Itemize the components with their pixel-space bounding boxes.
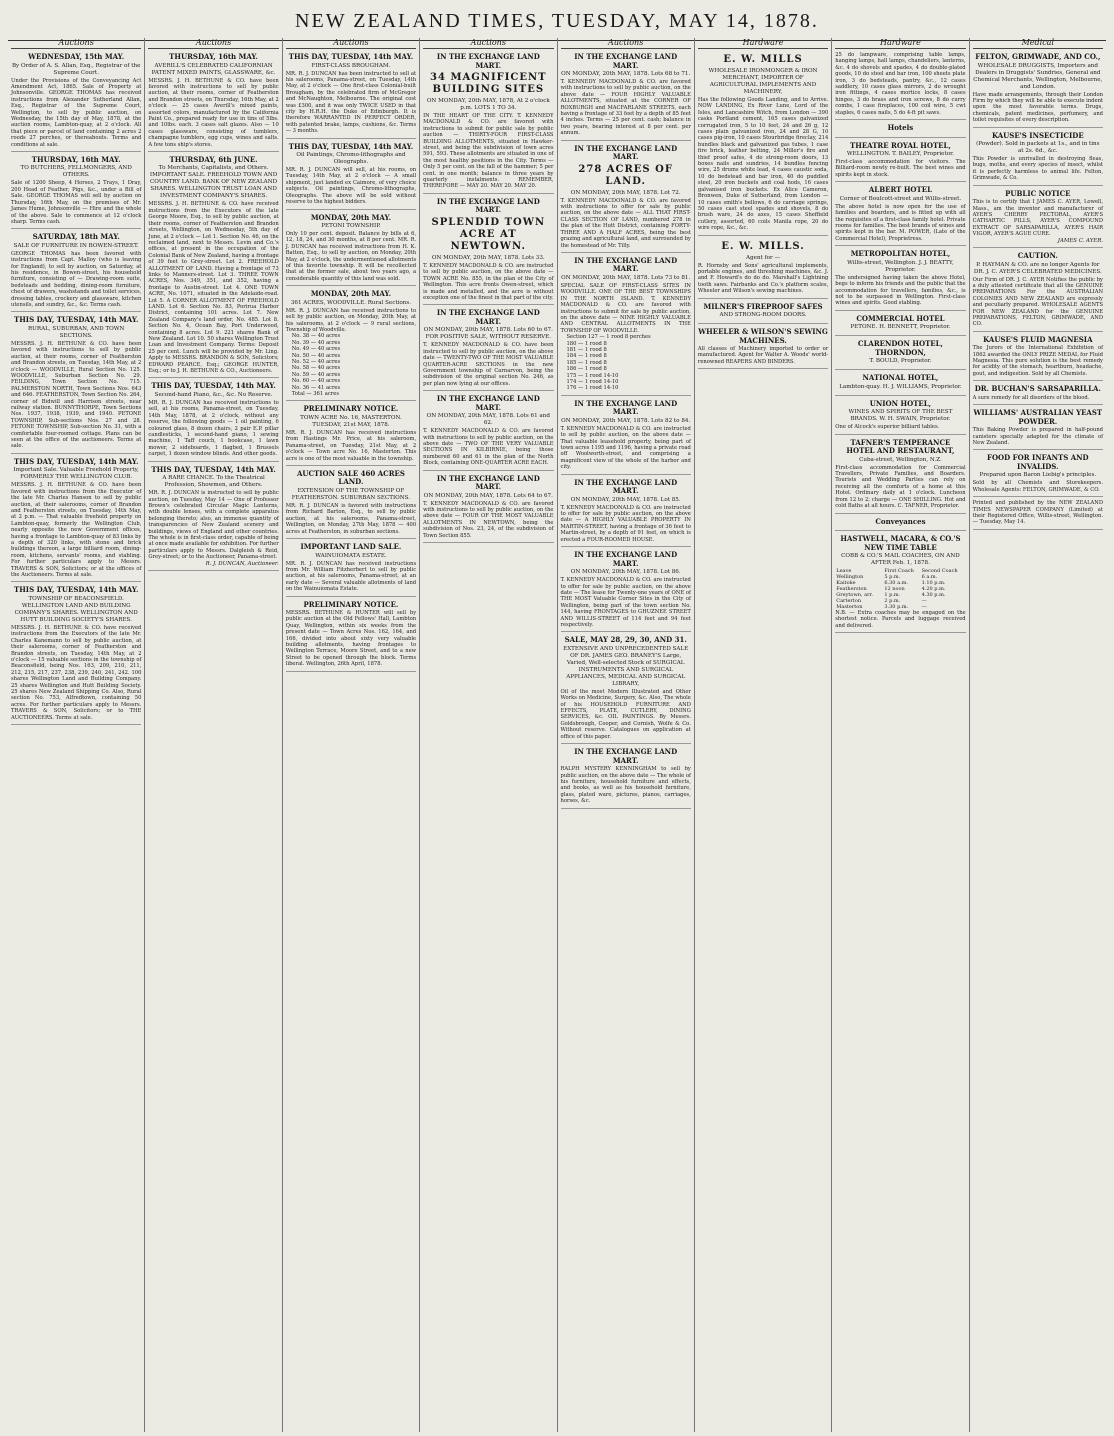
ad-title: IN THE EXCHANGE LAND MART. [574, 52, 678, 70]
advertisement [286, 541, 416, 597]
ad-title: THIS DAY, TUESDAY, 14th MAY. [151, 381, 276, 391]
ad-title: THEATRE ROYAL HOTEL, [850, 140, 951, 150]
ad-subtitle: Oil Paintings, Chromo-lithographs and Oleographs. [296, 152, 406, 166]
ad-body: MR. R. J. DUNCAN has been instructed to sell at his salerooms, Panama-street, on Tuesday, 14th May, at 2 o'clock — One first-class Colonial-built Brougham, by the celebrated firm of McGregor and McNaughton, Melbourne. The original cost was £300, and it was only TWICE USED in that city by H.R.H. the Duke of Edinburgh. It is therefore WARRANTED IN PERFECT ORDER, with patented brake, lamps, cushions, &c. Terms — 3 months. [285, 70, 417, 135]
ad-title: COMMERCIAL HOTEL [856, 313, 945, 323]
ad-subtitle: T. BOULD, Proprietor. [869, 358, 932, 365]
advertisement [148, 154, 278, 378]
lot-item: No. 58 — 40 acres [291, 365, 341, 372]
ad-title: PUBLIC NOTICE [1005, 188, 1071, 198]
ad-body: This Baking Powder is prepared in half-pound canisters specially adapted for the climate of New Zealand. [972, 427, 1103, 446]
ad-body: N.B. — Extra coaches may be engaged on the shortest notice. Parcels and luggage received and delivered. [835, 610, 966, 629]
ad-body: MR. R. J. DUNCAN has received instructions from Mr. William Fitzherbert to sell by public auction, at his salerooms, Panama-street, at an early date — Several valuable allotments of land on the Wainuiomata Estate. [285, 560, 417, 593]
columns-container [8, 38, 1106, 1432]
advertisement [148, 464, 278, 571]
ad-title: THURSDAY, 6th JUNE. [169, 154, 258, 164]
ad-title: UNION HOTEL, [869, 398, 932, 408]
ad-body: MR. R. J. DUNCAN has received instructions from Hastings Mr. Price, at his saleroom, Panama-street, on Tuesday, 21st May, at 2 o'clock — Town acre No. 16, Masterton. This acre is one of the most valuable in the township. [285, 429, 417, 462]
ad-body: First-class accommodation for visitors. The Billiard-room newly re-built. The best wines and spirits kept in stock. [835, 159, 966, 178]
ad-title: IN THE EXCHANGE LAND MART. [436, 308, 540, 326]
advertisement [11, 231, 141, 312]
column-header: Auctions [11, 38, 141, 49]
ad-body: SPECIAL SALE OF FIRST-CLASS SITES IN WOODVILLE. ONE OF THE BEST TOWNSHIPS IN THE NORTH ISLAND. T. KENNEDY MACDONALD & CO. are favored with instructions to submit for sale by public auction, on the above date — NINE HIGHLY VALUABLE AND CENTRAL ALLOTMENTS IN THE TOWNSHIP OF WOODVILLE. [560, 282, 691, 334]
ad-title: Hotels [887, 123, 914, 133]
ad-title: THURSDAY, 16th MAY. [169, 52, 258, 61]
ad-title: IN THE EXCHANGE LAND MART. [436, 52, 540, 70]
ad-title: TAFNER'S TEMPERANCE HOTEL AND RESTAURANT, [846, 437, 955, 456]
ad-body: This is to certify that I JAMES C. AYER, Lowell, Mass., am the inventor and manufacturer of AYER'S CHERRY PECTORAL, AYER'S CATHARTIC PILLS, AYER'S COMPOUND EXTRACT OF SARSAPARILLA, AYER'S HAIR VIGOR, AYER'S AGUE CURE. [972, 199, 1103, 238]
ad-title: CLARENDON HOTEL, THORNDON, [857, 339, 943, 357]
ad-subtitle: EXTENSIVE AND UNPRECEDENTED SALE OF DR. JAMES GEO. BRANEY'S Large, Varied, Well-selected Stock of SURGICAL INSTRUMENTS AND SURGICAL APPLIANCES, MEDICAL AND SURGICAL LIBRARY, [563, 645, 689, 687]
ad-subtitle: ON MONDAY, 20th MAY, 1878. Lots 60 to 67. FOR POSITIVE SALE, WITHOUT RESERVE. [423, 327, 553, 341]
lot-item: No. 39 — 40 acres [291, 339, 341, 346]
timetable-cell: Kaitoke [836, 580, 856, 586]
coach-timetable [835, 568, 965, 610]
ad-title: HASTWELL, MACARA, & CO.'S NEW TIME TABLE [840, 534, 961, 552]
lot-item: No. 60 — 40 acres [291, 378, 341, 385]
ad-body: T. KENNEDY MACDONALD & CO. are favored with instructions to sell by public auction, on the above date — FOUR HIGHLY VALUABLE ALLOTMENTS, situated at the CORNER OF ROXBURGH and MACFARLANE STREETS, each having a frontage of 33 feet by a depth of 85 feet 4 inches. Terms — 25 per cent. cash; balance in two years, bearing interest at 8 per cent. per annum. [560, 79, 691, 137]
column-header: Auctions [561, 38, 691, 49]
ad-subtitle: PETONE. H. BENNETT, Proprietor. [850, 324, 951, 331]
ad-subtitle: WELLINGTON. T. BAILEY, Proprietor. [846, 151, 954, 158]
ad-body: MESSRS. BETHUNE & HUNTER will sell by public auction at the Old Fellows' Hall, Lambton Quay, Wellington, within six weeks from the present date — Town Acres Nos. 162, 164, and 166, divided into about sixty very valuable building allotments, having frontages to Wellington Terrace, Moore Street, and to a new Street to be opened through the block. Terms liberal. Wellington, 26th April, 1878. [285, 610, 417, 668]
ad-body: T. KENNEDY MACDONALD & CO. are instructed to sell by public auction, on the above date — TOWN ACRE No. 855, in the plan of the City of Wellington. This acre fronts Owen-street, which is made and metalled, and the acre is without exception one of the finest in that part of the city. [423, 262, 554, 301]
timetable-cell: 12 noon [884, 586, 905, 592]
ad-body: The Jurors of the International Exhibition of 1862 awarded the ONLY PRIZE MEDAL for Fluid Magnesia. This pure solution is the best remedy for acidity of the stomach, heartburn, headache, gout, and indigestion. Sold by all Chemists. [972, 345, 1103, 377]
ad-title: THIS DAY, TUESDAY, 14th MAY. [288, 141, 414, 151]
ad-subtitle: WAINUIOMATA ESTATE. [315, 552, 387, 559]
advertisement [286, 468, 416, 539]
advertisement [835, 533, 965, 633]
ad-title: CAUTION. [1017, 251, 1058, 260]
ad-title: THIS DAY, TUESDAY, 14th MAY. [13, 456, 139, 466]
advertisement [973, 250, 1103, 332]
ad-title: IN THE EXCHANGE LAND MART. [574, 477, 678, 496]
ad-subtitle: Second-hand Piano, &c., &c. No Reserve. [154, 391, 273, 398]
timetable-cell: 2 p.m. [884, 598, 901, 604]
advertisement [835, 51, 965, 120]
timetable-cell: Leave [836, 568, 852, 574]
advertisement [286, 288, 416, 401]
ad-subtitle: To Merchants, Capitalists, and Others. IMPORTANT SALE. FREEHOLD TOWN AND COUNTRY LAND. BANK OF NEW ZEALAND SHARES. WELLINGTON TRUST LOAN AND INVESTMENT COMPANY'S SHARES. [149, 165, 278, 200]
ad-body: Oil of the most Modern Illustrated and Other Works on Medicine, Surgery, &c. Also, The whole of his HOUSEHOLD FURNITURE AND EFFECTS, PLATE, CUTLERY, DINING SERVICES, &c. OIL PAINTINGS. By Messrs. Goldsbrough, Cooper, and Cornish, Wolfe & Co. Without reserve. Catalogues on application at office of this paper. [560, 688, 691, 740]
lot-item: 175 — 1 rood 14-10 [566, 372, 619, 379]
advertisement [286, 51, 416, 139]
ad-body: T. KENNEDY MACDONALD & CO. are instructed to sell by public auction, on the above date — That valuable leasehold property, being part of town acres 1195 and 1196, having a private road off Woolworth-street, and comprising a magnificent view of the whole of the harbor and city. [560, 425, 691, 471]
ad-body: T. KENNEDY MACDONALD & CO. have been instructed to sell by public auction, on the above date — TWENTY-TWO OF THE MOST VALUABLE QUARTER-ACRE SECTIONS in the new Government township of Carnarvon, being the subdivision of the original section No. 246, as per plan now lying at our offices. [423, 342, 554, 387]
ad-signature: R. J. DUNCAN, Auctioneer. [205, 560, 279, 567]
timetable-cell: Greytown, arr. [836, 592, 873, 598]
ad-body: MESSRS. J. H. BETHUNE & CO. have received instructions from the Executors of the late Mr. Charles Kanemann to sell by public auction, at their salerooms, corner of Featherston and Brandon streets, on Tuesday, 14th May, at 2 o'clock — 15 valuable sections in the township of Beaconsfield, being Nos. 163, 209, 210, 211, 212, 215, 217, 237, 238, 239, 240, 241, 242. 100 shares Wellington Land and Building Company. 25 shares Wellington and Hutt Building Society. 25 shares New Zealand Shipping Co. Also, Rural section No. 753, Alfredtown, containing 50 acres. For further particulars apply to Messrs. TRAVERS & SON, Solicitors; or to THE AUCTIONEERS. Terms at sale. [11, 624, 142, 721]
advertisement [423, 393, 553, 470]
advertisement [561, 255, 691, 396]
ad-title: NATIONAL HOTEL, [862, 373, 939, 383]
ad-body: Only 10 per cent. deposit. Balance by bills at 6, 12, 18, 24, and 30 months, at 8 per cent. MR. R. J. DUNCAN has received instructions from H. K. Batten, Esq., to sell by auction, on Monday, 20th May, at 2 o'clock, the undermentioned allotments of this favorite township. It will be recollected that at the former sale, about two years ago, a considerable quantity of this land was sold. [285, 231, 417, 282]
column-header: Hardware [698, 38, 828, 49]
ad-subtitle: ON MONDAY, 20th MAY, 1878. Lot 85. [570, 496, 681, 503]
advertisement [835, 140, 965, 183]
ad-title: WILLIAMS' AUSTRALIAN YEAST POWDER. [973, 408, 1103, 426]
column-header: Auctions [286, 38, 416, 49]
ad-body: Printed and published by the NEW ZEALAND TIMES NEWSPAPER COMPANY (Limited) at their Registered Office, Willis-street, Wellington. — Tuesday, May 14. [972, 500, 1103, 526]
ad-title: FOOD FOR INFANTS AND INVALIDS. [986, 453, 1089, 471]
column-6 [695, 38, 832, 1432]
ad-body: MR. R. J. DUNCAN will sell, at his rooms, on Tuesday, 14th May, at 2 o'clock — A small shipment, just landed ex Caimore, of very choice subjects. Oil paintings, Chromo-lithographs, Oleographs. The above will be sold without reserve to the highest bidders. [285, 167, 417, 206]
ad-subtitle: TOWN ACRE No. 16, MASTERTON. TUESDAY, 21st MAY, 1878. [300, 414, 402, 428]
ad-body: A sure remedy for all disorders of the blood. [972, 394, 1090, 401]
ad-title: MONDAY, 20th MAY. [310, 212, 392, 222]
ad-title: THIS DAY, TUESDAY, 14th MAY. [288, 52, 414, 61]
ad-body: Sold by all Chemists and Storekeepers. Wholesale Agents: FELTON, GRIMWADE, & CO. [972, 480, 1103, 493]
ad-body: R. Hornsby and Sons' agricultural implements, portable engines, and threshing machines, &c. J. and F. Howard's do do do. Marshall's Lightning tooth saws. Fairbanks and Co.'s platform scales, Wheeler and Wilson's sewing machines. [697, 262, 829, 295]
ad-body: MR. R. J. DUNCAN has received instructions to sell, at his rooms, Panama-street, on Tuesday, 14th May, 1878, at 2 o'clock, without any reserve, the following goods — 1 oil painting, 6 coloured glass, 8 dozen chairs, 2 pair E.P. pillar candlesticks, 1 second-hand piano, 1 sewing machine, 1 Taff couch, 1 bookcase, 1 lawn mower, 2 sideboards, 1 flagbed, 1 Brussels carpet, 1 dozen window blinds. And other goods. [148, 399, 279, 458]
advertisement [286, 599, 416, 672]
ad-subtitle: AND STRONG-ROOM DOORS. [719, 312, 807, 319]
ad-subtitle: TO BUTCHERS, FELLMONGERS, AND OTHERS. [20, 165, 132, 179]
ad-subtitle: ON MONDAY, 20th MAY, 1878. Lots 33. [431, 254, 545, 261]
column-header: Auctions [423, 38, 553, 49]
advertisement [561, 477, 691, 547]
ad-body: All classes of Machinery imported to order or manufactured. Agent for Walter A. Woods' world-renowned REAPERS AND BINDERS. [697, 346, 829, 365]
ad-headline: 34 MAGNIFICENT BUILDING SITES [430, 72, 547, 95]
advertisement [561, 634, 691, 744]
ad-subtitle: By Order of A. S. Allan, Esq., Registrar of the Supreme Court. [11, 62, 141, 76]
advertisement [148, 380, 278, 461]
ad-body: Have made arrangements, through their London Firm by which they will be able to execute indent upon the most favorable terms. Drugs, chemicals, patent medicines, perfumery, and toilet requisites of every description. [972, 91, 1103, 124]
advertisement [973, 188, 1103, 248]
ad-body: First-class accommodation for Commercial Travellers, Private Families, and Boarders. Tourists and Wedding Parties can rely on receiving all the comforts of a home at this Hotel. Ordinary daily at 1 o'clock. Luncheon from 12 to 2; charge — ONE SHILLING. Hot and cold Baths at all hours. C. TAFNER, Proprietor. [835, 464, 966, 510]
ad-subtitle: EXTENSION OF THE TOWNSHIP OF FEATHERSTON. SUBURBAN SECTIONS. [291, 487, 411, 501]
advertisement [286, 141, 416, 210]
timetable-cell: 3.30 p.m. [884, 604, 909, 610]
ad-body: RALPH MYSTERY KENNINGHAM to sell by public auction, on the above date — The whole of his furniture, household furniture and effects, and books, as well as his household furniture, glass, plated ware, pictures, pianos, carriages, horses, &c. [560, 766, 691, 805]
ad-body: T. KENNEDY MACDONALD & CO. are favored with instructions to offer for sale by public auction, on the above date — ALL THAT FIRST-CLASS SECTION OF LAND, numbered 278 in the plan of the Hutt District, containing FORTY-THREE AND A HALF ACRES, being the best grazing and agricultural land, and surrounded by the homestead of Mr. Tilly. [560, 197, 691, 249]
column-header: Auctions [148, 38, 278, 49]
ad-body: MR. R. J. DUNCAN is favored with instructions from Richard Barton, Esq., to sell by public auction, at his salerooms, Panama-street, Wellington, on Monday, 27th May, 1878 — 400 acres at Featherston, in suburban sections. [285, 502, 417, 535]
column-header: Medical [973, 38, 1103, 49]
ad-subtitle: Willis-street, Wellington. J. J. BEATTY, Proprietor. [847, 259, 954, 273]
ad-headline: E. W. MILLS. [721, 240, 805, 252]
ad-title: IN THE EXCHANGE LAND MART. [574, 255, 678, 274]
advertisement [561, 143, 691, 253]
advertisement [11, 456, 141, 583]
ad-body: 25 do lampware, comprising table lamps, hanging lamps, hall lamps, chandeliers, lanterns, &c. 4 do shovels and spades, 4 do double-plated goods, 10 do steel and bar iron, 100 sheets plate iron, 3 do bedsteads, pantry, &c., 12 cases saddlery, 10 cases glass mirrors, 2 do wrought iron fittings, 4 cases mortice locks, 8 cases hinges, 3 do brass and iron screws, 8 do curry combs, 1 case fireplaces, 100 coil wire, 5 cwt staples, 6 cases nails, 5 do 4-ft pit saws. [835, 52, 966, 116]
ad-subtitle: A RARE CHANCE. To the Theatrical Profession, Showmen, and Others. [162, 475, 265, 489]
ad-body: MR. R. J. DUNCAN has received instructions to sell by public auction, on Monday, 20th May, at his salerooms, at 2 o'clock — 9 rural sections, Township of Woodville. [285, 307, 417, 333]
ad-body: IN THE HEART OF THE CITY. T. KENNEDY MACDONALD & CO. are favored with instructions to submit for public sale by public auction — THIRTY-FOUR FIRST-CLASS BUILDING ALLOTMENTS, situated in Hawker-street, and being the subdivision of town acres 591, 593. These allotments are situated in one of the most healthy positions in the City. Terms — Only 5 per cent. on the fall of the hammer; 5 per cent. in one month; balance in three years by quarterly instalments. REMEMBER, THEREFORE — MAY 20. MAY 20. MAY 20. [423, 113, 554, 190]
ad-body: The undersigned having taken the above Hotel, begs to inform his friends and the public that the accommodation for travellers, families, &c., is not to be surpassed in Wellington. First-class wines and spirits. Good stabling. [835, 274, 966, 307]
ad-title: IN THE EXCHANGE LAND MART. [574, 143, 678, 162]
ad-subtitle: Important Sale. Valuable Freehold Property, FORMERLY THE WELLINGTON CLUB. [13, 467, 139, 481]
lot-item: 184 — 1 rood 8 [566, 353, 607, 360]
column-3 [283, 38, 420, 1432]
ad-subtitle: Agent for — [746, 254, 781, 261]
lot-item: 186 — 1 rood 8 [566, 366, 607, 373]
ad-title: METROPOLITAN HOTEL, [850, 249, 951, 259]
ad-title: DR. BUCHAN'S SARSAPARILLA. [974, 384, 1101, 394]
lot-item: 180 — 1 rood 8 [566, 340, 607, 347]
ad-subtitle: ON MONDAY, 20th MAY, 1878. Lot 86. [570, 569, 681, 576]
ad-subtitle: ON MONDAY, 20th MAY, 1878. Lots 64 to 67. [423, 492, 553, 499]
advertisement [973, 334, 1103, 382]
ad-body: T. KENNEDY MACDONALD & CO. are favored with instructions to sell by public auction, on the above date — FOUR OF THE MOST VALUABLE ALLOTMENTS IN NEWTOWN, being the subdivision of Nos. 23, 24, of the subdivision of Town Section 855. [423, 500, 554, 539]
ad-title: WEDNESDAY, 15th MAY. [28, 52, 125, 61]
ad-subtitle: Cuba-street, Wellington, N.Z. [859, 456, 942, 463]
ad-subtitle: SALE OF FURNITURE IN BOWEN-STREET. [13, 242, 139, 249]
advertisement [423, 473, 553, 543]
ad-headline: 278 ACRES OF LAND. [578, 163, 673, 187]
ad-title: PRELIMINARY NOTICE. [303, 404, 399, 414]
lot-list [286, 333, 416, 397]
advertisement [423, 196, 553, 305]
timetable-cell: 4.20 p.m. [921, 586, 946, 592]
timetable-cell: Featherston [836, 586, 867, 592]
ad-subtitle: WHOLESALE DRUGGISTS, Importers and Dealers in Druggists' Sundries, General and Chemical Merchants, Wellington, Melbourne, and London. [973, 62, 1103, 90]
column-1 [8, 38, 145, 1432]
advertisement [835, 313, 965, 337]
advertisement [11, 51, 141, 152]
ad-subtitle: Corner of Boulcott-street and Willis-street. [839, 195, 962, 202]
ad-title: THURSDAY, 16th MAY. [31, 154, 121, 164]
advertisement [973, 407, 1103, 450]
ad-title: SALE, MAY 28, 29, 30, AND 31. [564, 635, 687, 645]
advertisement [11, 314, 141, 453]
ad-body: The above hotel is now open for the use of families and boarders, and is fitted up with all the requisites of a first-class family hotel. Private rooms for families. The best brands of wines and spirits kept in the bar. M. POWER, (Late of the Commercial Hotel), Proprietress. [835, 203, 966, 242]
column-7 [832, 38, 969, 1432]
lot-item: No. 59 — 40 acres [291, 371, 341, 378]
advertisement [698, 51, 828, 236]
ad-title: THIS DAY, TUESDAY, 14th MAY. [13, 585, 139, 595]
advertisement [835, 248, 965, 311]
timetable-cell: 5 p.m. [884, 574, 901, 580]
ad-title: ALBERT HOTEL [868, 185, 932, 195]
ad-title: IN THE EXCHANGE LAND MART. [574, 398, 678, 417]
advertisement [286, 212, 416, 287]
ad-subtitle: AVERILL'S CELEBRATED CALIFORNIAN PATENT MIXED PAINTS, GLASSWARE, &c. [151, 62, 276, 76]
ad-title: PRELIMINARY NOTICE. [303, 599, 399, 609]
timetable-cell: Wellington [836, 574, 864, 580]
advertisement [698, 238, 828, 299]
ad-body: Has the following Goods Landing, and to Arrive. NOW LANDING, Ex River Lune, Lord of the Isles, and Lancashire Witch, from London — 390 casks Portland cement, 165 cases galvanized corrugated iron, 5 to 10 feet, 24 and 26 g, 12 cases plain galvanized iron, 24 and 28 G, 10 cases pig-iron, 10 cases Stourbridge fireclay, 214 bundles black and galvanized gas tubes, 1 case fire brick, leather belting, 24 Miller's fire and thief proof safes, 4 do strong-room doors, 13 boxes nails and sundries, 14 bundles fencing wire, 25 drums white lead, 4 cases caustic soda, 10 do bedstead and bar iron, 40 do puddled steel, 20 iron buckets and coal hods, 16 cases galvanised iron buckets. Ex Alice Cameron, Bronwen, Duke of Sutherland, from London — 10 cases smith's bellows, 6 do carriage springs, 50 cases cast steel spades and shovels, 8 do brush ware, 24 do axes, 15 cases Sheffield cutlery, assorted, 60 coils Manila rope, 20 do wire rope, &c., &c. [697, 97, 829, 232]
ad-body: GEORGE THOMAS has been favored with instructions from Capt. Malloy (who is leaving for England), to sell by auction, on Saturday, at his residence, in Bowen-street, his household furniture, consisting of — Drawing-room suite, bedsteads and bedding, dining-room furniture, chest of drawers, washstands and toilet services, dressing tables, crockery and glassware, kitchen utensils, and sundry, &c., &c. Terms cash. [11, 250, 142, 309]
ad-subtitle: ON MONDAY, 20th MAY, 1878. Lots 73 to 81. [561, 274, 691, 281]
ad-body: MESSRS. J. H. BETHUNE & CO. have been favored with instructions to sell by public auction, at their rooms, corner of Featherston and Brandon streets, on Tuesday, 14th May, at 2 o'clock — WOODVILLE, Rural Section No. 125. WOODVILLE, Suburban Section No. 29. FEILDING, Town Section No. 715. PALMERSTON NORTH, Town Sections Nos. 643 and 646. FEATHERSTON, Town Section No. 264, corner of Bidwill and Harrison streets, near railway station. BUNNYTHORPE, Town Sections Nos. 1937, 1938, 1939, and 1940. PETONE TOWNSHIP, Sub-sections Nos. 27 and 28. FETONE TOWNSHIP, Sub-section No. 31, with a comfortable four-roomed cottage. Plans can be seen at the office of the auctioneers. Terms at sale. [11, 340, 142, 450]
advertisement [561, 549, 691, 632]
timetable-cell: Second Coach [921, 568, 958, 574]
ad-subtitle: Lambton-quay. H. J. WILLIAMS, Proprietor. [839, 383, 962, 390]
advertisement [423, 307, 553, 391]
lot-item: Section 127 — 1 rood 8 perches [566, 334, 651, 341]
ad-body: T. KENNEDY MACDONALD & CO. are favored with instructions to sell by public auction, on the above date — TWO OF THE VERY VALUABLE SECTIONS IN KILBIRNIE, being those numbered 60 and 61 in the plan of the North Block, containing ONE-QUARTER ACRE EACH. [423, 428, 554, 467]
timetable-cell: 1 p.m. [884, 592, 901, 598]
advertisement [973, 51, 1103, 128]
lot-item: 176 — 1 rood 14-10 [566, 385, 619, 392]
lot-item: 181 — 1 rood 8 [566, 346, 607, 353]
masthead: NEW ZEALAND TIMES, TUESDAY, MAY 14, 1878. [8, 6, 1106, 41]
lot-item: No. 49 — 40 acres [291, 346, 341, 353]
timetable-cell: — [921, 598, 927, 604]
advertisement [835, 338, 965, 370]
ad-headline: SPLENDID TOWN ACRE AT NEWTOWN. [431, 216, 546, 252]
lot-item: No. 36 — 41 acres [291, 384, 341, 391]
lot-item: 174 — 1 rood 14-10 [566, 379, 619, 385]
ad-title: KAUSE'S INSECTICIDE [991, 130, 1084, 140]
ad-subtitle: WINES AND SPIRITS OF THE BEST BRANDS. W. H. SWAIN, Proprietor. [848, 409, 953, 423]
advertisement [148, 51, 278, 152]
ad-body: MESSRS. J. H. BETHUNE & CO. have been favored with instructions from the Executor of the late Mr. Charles Hanson to sell by public auction, at their salerooms, corner of Brandon and Featherston streets, on Tuesday, 14th May, at 2 p.m. — That valuable freehold property on Lambton-quay, formerly the Wellington Club, nearly opposite the new Government offices, having a frontage to Lambton-quay of 83 links by a depth of 320 links, with stone and brick buildings thereon, a large billiard room, dining-room, kitchens, servants' rooms, and stabling. For further particulars apply to Messrs. TRAVERS & SON, Solicitors; or at the offices of the Auctioneers. Terms at sale. [11, 482, 142, 579]
advertisement [835, 437, 965, 514]
ad-subtitle: 361 ACRES, WOODVILLE. Rural Sections. [290, 299, 412, 306]
ad-body: Under the Provisions of the Conveyancing Act Amendment Act, 1865. Sale of Property at Johnsonville. GEORGE THOMAS has received instructions from Alexander Sutherland Allan, Esq., Registrar of the Supreme Court, Wellington, to sell by public auction, on Wednesday, the 15th day of May, 1878, at the auction rooms, Lambton-quay, at 2 o'clock. All that piece or parcel of land containing 2 acres 2 roods 27 perches, or thereabouts. Terms and conditions at sale. [11, 77, 142, 148]
ad-title: THIS DAY, TUESDAY, 14th MAY. [13, 315, 139, 325]
ad-subtitle: ON MONDAY, 20th MAY, 1878. Lots 82 to 84. [561, 417, 691, 424]
ad-title: THIS DAY, TUESDAY, 14th MAY. [151, 464, 276, 474]
ad-subtitle: COBB & CO.'S MAIL COACHES, ON AND AFTER Feb. 1, 1878. [841, 553, 960, 566]
ad-title: IN THE EXCHANGE LAND MART. [574, 550, 678, 568]
ad-body: MR. R. J. DUNCAN is instructed to sell by public auction, on Tuesday, May 14 — One of Professor Brown's celebrated Circular Magic Lanterns, with double lenses, with a complete apparatus belonging thereto; also, an immense quantity of transparencies of New Zealand scenery and buildings, views of England and other countries. The whole is in first-class order, capable of being at once made available for exhibition. For further particulars apply to Messrs. Dalgleish & Reid, Grey-street; or to the Auctioneer, Panama-street. [148, 490, 279, 561]
ad-body: MESSRS. J. H. BETHUNE & CO. have received instructions from the Executors of the late George Moore, Esq., to sell by public auction, at their rooms, corner of Featherston and Brandon streets, Wellington, on Wednesday, 5th day of June, at 2 o'clock — Lot 1. Section No. 46, on the reclaimed land, next to Messrs. Levin and Co.'s offices, at present in the occupation of the Colonial Bank of New Zealand, having a frontage of 39 feet to Grey-street. Lot 2. FREEHOLD ALLOTMENT OF LAND. Having a frontage of 73 links to Manners-street. Lot 3. THREE TOWN ACRES, Nos. 349, 351, and 352, having a frontage to Austin-street. Lot 4. ONE TOWN ACRE, No. 1071, situated in the Adelaide-road. Lot 5. A CORNER ALLOTMENT OF FREEHOLD LAND. Lot 6. Section No. 83, Porirua Harbor District, containing 101 acres. Lot 7. New Zealand Company's land order, No. 485. Lot 8. Section No. 4, Ocean Bay, Port Underwood, containing 8 acres. Lot 9. 221 shares Bank of New Zealand. Lot 10. 50 shares Wellington Trust Loan and Investment Company. Terms: Deposit 25 per cent. Lunch will be provided by Mr. Ling. Apply to MESSRS. BRANDON & SON, Solicitors; EDWARD PEARCE, Esq.; GEORGE HUNTER, Esq.; or to J. H. BETHUNE & CO., Auctioneers. [148, 201, 279, 375]
advertisement [835, 122, 965, 138]
ad-title: WHEELER & WILSON'S SEWING MACHINES. [698, 327, 828, 345]
advertisement [973, 383, 1103, 405]
column-5 [558, 38, 695, 1432]
advertisement [286, 403, 416, 466]
advertisement [698, 301, 828, 325]
ad-subtitle: Prepared upon Baron Liebig's principles. [979, 472, 1097, 479]
timetable-cell: 6.30 a.m. [884, 580, 908, 586]
advertisement [973, 499, 1103, 530]
advertisement [423, 51, 553, 194]
lot-item: 185 — 1 rood 8 [566, 359, 607, 366]
column-header: Hardware [835, 38, 965, 49]
ad-subtitle: ON MONDAY, 20th MAY, 1878. Lot 72. [570, 189, 681, 196]
advertisement [835, 516, 965, 532]
ad-title: MONDAY, 20th MAY. [310, 289, 392, 299]
ad-title: IN THE EXCHANGE LAND MART. [574, 747, 678, 765]
ad-title: IN THE EXCHANGE LAND MART. [436, 196, 540, 215]
advertisement [973, 130, 1103, 186]
ad-title: IN THE EXCHANGE LAND MART. [436, 394, 540, 412]
advertisement [973, 452, 1103, 497]
advertisement [561, 398, 691, 475]
timetable-cell: 4.30 p.m. [921, 592, 946, 598]
column-8 [970, 38, 1106, 1432]
advertisement [698, 326, 828, 369]
advertisement [11, 584, 141, 725]
ad-subtitle: FIRST-CLASS BROUGHAM. [311, 62, 391, 69]
ad-title: Conveyances [875, 516, 926, 526]
ad-subtitle: PETONI TOWNSHIP. [321, 223, 381, 229]
ad-subtitle: ON MONDAY, 20th MAY, 1878. Lots 68 to 71. [561, 71, 691, 77]
ad-title: IN THE EXCHANGE LAND MART. [436, 473, 540, 492]
ad-title: FELTON, GRIMWADE, AND CO., [975, 52, 1101, 61]
advertisement [561, 51, 691, 141]
timetable-cell: Carterton [836, 598, 862, 604]
ad-body: T. KENNEDY MACDONALD & CO. are instructed to offer for sale by public auction, on the above date — The lease for Twenty-one years of ONE of THE MOST Valuable Corner Sites in the City of Wellington, being part of the town section No. 144, having FRONTAGES to GHUZNEE STREET AND WILLIS-STREET of 114 feet and 94 feet respectively. [560, 577, 691, 628]
ad-body: This Powder is unrivalled in destroying fleas, bugs, moths, and every species of insect, whilst it is perfectly harmless to animal life. Felton, Grimwade, & Co. [972, 156, 1103, 182]
ad-title: MILNER'S FIREPROOF SAFES [703, 301, 823, 311]
ad-subtitle: TOWNSHIP OF BEACONSFIELD. WELLINGTON LAND AND BUILDING COMPANY'S SHARES. WELLINGTON AND HUTT BUILDING SOCIETY'S SHARES. [14, 595, 138, 623]
ad-subtitle: RURAL, SUBURBAN, AND TOWN SECTIONS. [27, 325, 125, 339]
ad-headline: E. W. MILLS [723, 54, 803, 65]
column-4 [420, 38, 557, 1432]
advertisement [835, 398, 965, 435]
timetable-cell: First Coach [884, 568, 914, 574]
ad-title: AUCTION SALE 460 ACRES LAND. [296, 468, 405, 487]
ad-body: T. KENNEDY MACDONALD & CO. are instructed to offer for sale by public auction, on the above date — A HIGHLY VALUABLE PROPERTY IN MARTIN-STREET, having a frontage of 36 feet to Martin-street, by a depth of 91 feet, on which is erected a FOUR-ROOMED HOUSE. [560, 504, 691, 543]
ad-signature: JAMES C. AYER. [1057, 237, 1103, 244]
column-2 [145, 38, 282, 1432]
advertisement [835, 184, 965, 246]
advertisement [835, 372, 965, 396]
ad-subtitle: WHOLESALE IRONMONGER & IRON MERCHANT, IMPORTER OF AGRICULTURAL IMPLEMENTS AND MACHINERY, [708, 68, 818, 95]
timetable-cell: 6 a.m. [921, 574, 938, 580]
ad-subtitle: P. HAYMAN & CO. are no longer Agents for DR. J. C. AYER'S CELEBRATED MEDICINES. [973, 261, 1102, 275]
ad-body: One of Alcock's superior billiard tables. [835, 424, 940, 431]
timetable-cell: Masterton [836, 604, 863, 610]
timetable-cell: 1.10 p.m. [921, 580, 946, 586]
advertisement [11, 154, 141, 229]
advertisement [561, 746, 691, 808]
lot-list [561, 334, 691, 392]
lot-item: No. 52 — 40 acres [291, 359, 341, 365]
ad-title: SATURDAY, 18th MAY. [32, 232, 120, 242]
lot-item: No. 38 — 40 acres [291, 333, 341, 340]
timetable-cell: — [921, 604, 927, 610]
lot-item: Total — 361 acres [291, 391, 340, 398]
lot-item: No. 50 — 40 acres [291, 352, 341, 359]
ad-subtitle: (Powder). Sold in packets at 1s., and in tins at 2s. 6d., &c. [976, 141, 1100, 155]
ad-title: IMPORTANT LAND SALE. [300, 542, 402, 551]
ad-subtitle: ON MONDAY, 20th MAY, 1878. Lots 61 and 62. [426, 413, 550, 427]
ad-title: KAUSE'S FLUID MAGNESIA [983, 334, 1093, 344]
ad-body: Our Firm of DR. J. C. AYER Notifies the public by a duly attested certificate that all the GENUINE PREPARATIONS For the AUSTRALIAN COLONIES AND NEW ZEALAND are expressly and peculiarly prepared. WHOLESALE AGENTS FOR NEW ZEALAND for the GENUINE PREPARATIONS, FELTON, GRIMWADE, AND CO. [972, 276, 1103, 328]
ad-body: MESSRS. J. H. BETHUNE & CO. have been favored with instructions to sell by public auction, at their rooms, corner of Featherston and Brandon streets, on Thursday, 16th May, at 2 o'clock — 25 cases Averill's mixed paints, assorted colors, manufactured by the California Paint Co., prepared ready for use in tins of 5lbs. and 10lbs. each. 3 cases salt glazes. Also — 10 cases glassware, consisting of tumblers, champagne tumblers, egg cups, wines and salts. A few tons ship's stores. [148, 77, 279, 148]
ad-body: Sale of 1200 Sheep, 4 Horses, 2 Trays, 1 Dray, 200 Head of Feather, Pigs, &c., under a Bill of Sale. GEORGE THOMAS will sell by auction on Thursday, 16th May, on the premises of Mr. James Hume, Johnsonville — Hire and the whole of the above. Sale to commence at 12 o'clock sharp. Terms cash. [11, 180, 142, 225]
ad-subtitle: ON MONDAY, 20th MAY, 1878, At 2 o'clock p.m. LOTS 1 TO 34. [426, 98, 550, 111]
